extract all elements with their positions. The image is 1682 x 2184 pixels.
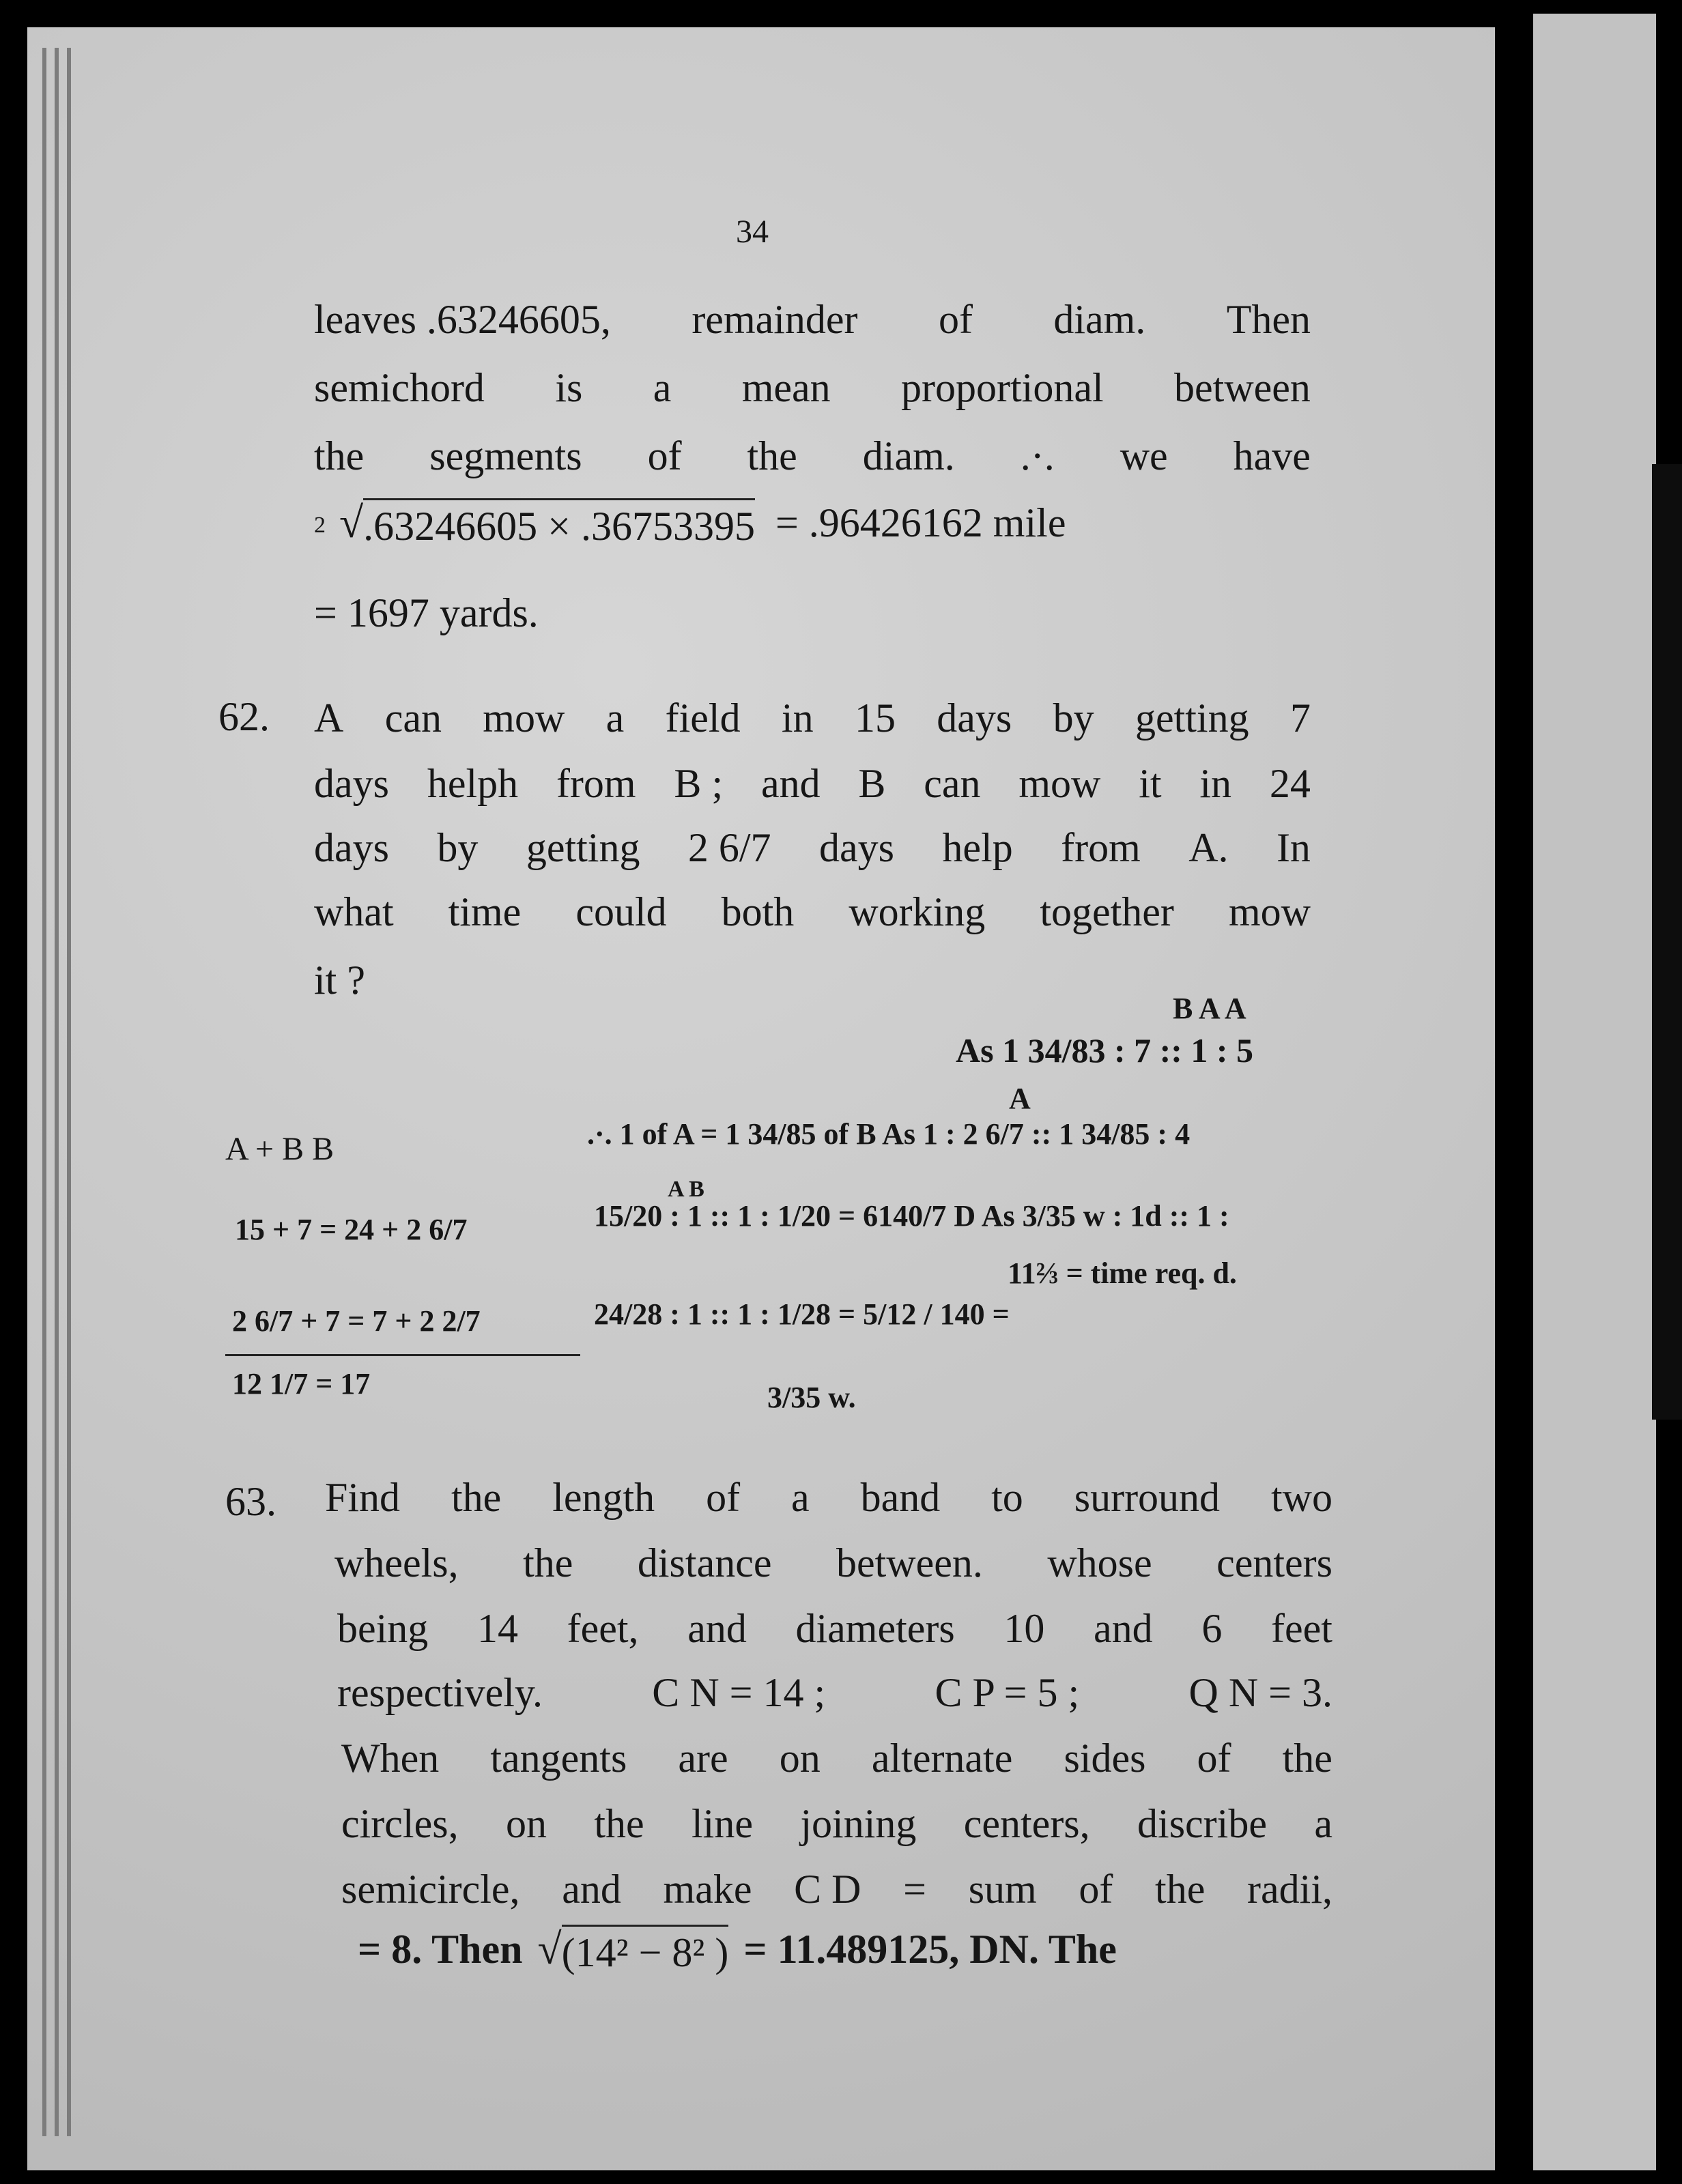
word: days — [314, 761, 389, 806]
word: a — [653, 365, 672, 410]
calc-as-proportion-1: As 1 34/83 : 7 :: 1 : 5 — [956, 1031, 1254, 1069]
word: can — [384, 695, 442, 741]
mixed-fraction: 2 6/7 — [687, 825, 771, 870]
word: days — [818, 825, 894, 870]
word: in — [1199, 761, 1232, 806]
word: of — [938, 297, 973, 342]
word: sides — [1064, 1736, 1146, 1781]
word: the — [451, 1475, 502, 1520]
word: being — [337, 1606, 429, 1651]
word: A — [314, 695, 344, 741]
word: mow — [483, 695, 565, 741]
word: the — [747, 433, 797, 478]
word: semicircle, — [341, 1867, 520, 1912]
word: 24 — [1269, 761, 1311, 806]
word: alternate — [871, 1736, 1013, 1781]
square-root-icon: √ — [339, 498, 364, 547]
calc-fraction-line-2: 24/28 : 1 :: 1 : 1/28 = 5/12 / 140 = — [594, 1297, 1010, 1331]
intro-line-2 — [314, 363, 1311, 412]
word: between. — [836, 1540, 983, 1585]
calc-header-left: A + B B — [225, 1131, 334, 1167]
word: surround — [1074, 1475, 1221, 1520]
calc-eq-1: 15 + 7 = 24 + 2 6/7 — [235, 1213, 468, 1246]
calc-fraction-line-1: 15/20 : 1 :: 1 : 1/20 = 6140/7 D As 3/35 w : 1d :: 1 : — [594, 1199, 1229, 1233]
intro-line-4 — [314, 498, 1311, 553]
word: Then — [1226, 297, 1311, 342]
word: mow — [1228, 889, 1311, 934]
calc-a-label: A — [1009, 1082, 1031, 1115]
word: joining — [800, 1801, 917, 1846]
page-edge-line — [55, 48, 59, 2136]
word: the — [1282, 1736, 1332, 1781]
page-edge-line — [67, 48, 71, 2136]
p62-line-1 — [314, 693, 1311, 743]
equation-prefix: = 8. Then — [358, 1927, 523, 1972]
calc-sum-rule — [225, 1354, 580, 1356]
word: feet — [1271, 1606, 1332, 1651]
word: semichord — [314, 365, 485, 410]
word: mean — [741, 365, 831, 410]
word: respectively. — [337, 1670, 543, 1715]
word: remainder — [692, 297, 858, 342]
book-page — [27, 27, 1495, 2170]
word: the — [523, 1540, 573, 1585]
calc-w-fraction: 3/35 w. — [767, 1381, 856, 1414]
word: getting — [1135, 695, 1249, 741]
word: of — [706, 1475, 741, 1520]
word: on — [505, 1801, 547, 1846]
word: .·. — [1020, 433, 1055, 478]
word: could — [575, 889, 667, 934]
p62-line-2 — [314, 759, 1311, 808]
word: diam. — [1053, 297, 1146, 342]
p63-line-7 — [341, 1865, 1332, 1914]
word: and — [687, 1606, 747, 1651]
p63-line-6 — [341, 1799, 1332, 1848]
word: is — [555, 365, 583, 410]
word: Find — [325, 1475, 401, 1520]
calc-eq-3: 12 1/7 = 17 — [232, 1367, 371, 1400]
word: are — [678, 1736, 728, 1781]
word: diam. — [862, 433, 955, 478]
word: and — [760, 761, 821, 806]
page-number: 34 — [736, 214, 769, 250]
word: the — [1155, 1867, 1206, 1912]
measurement: Q N = 3. — [1188, 1670, 1332, 1715]
word: together — [1040, 889, 1174, 934]
word: line — [692, 1801, 753, 1846]
p63-line-4 — [337, 1668, 1332, 1717]
word: working — [849, 889, 986, 934]
calc-header-right: B A A — [1173, 992, 1246, 1025]
word: leaves .63246605, — [314, 297, 611, 342]
word: circles, — [341, 1801, 459, 1846]
word: and — [562, 1867, 621, 1912]
word: feet, — [567, 1606, 639, 1651]
next-page-edge — [1533, 14, 1656, 2170]
intro-line-1 — [314, 295, 1311, 344]
word: of — [1079, 1867, 1113, 1912]
word: B — [858, 761, 886, 806]
word: 7 — [1289, 695, 1311, 741]
word: In — [1276, 825, 1311, 870]
word: field — [665, 695, 741, 741]
intro-line-3 — [314, 431, 1311, 480]
word: radii, — [1247, 1867, 1332, 1912]
radicand: .63246605 × .36753395 — [363, 498, 755, 553]
radical-coefficient: 2 — [314, 513, 326, 538]
word: can — [924, 761, 981, 806]
word: mow — [1018, 761, 1101, 806]
word: 6 — [1201, 1606, 1223, 1651]
word: tangents — [490, 1736, 627, 1781]
word: in — [781, 695, 814, 741]
word: from — [556, 761, 636, 806]
word: between — [1174, 365, 1311, 410]
word: a — [791, 1475, 810, 1520]
calc-time-required: 11⅔ = time req. d. — [1008, 1256, 1237, 1290]
word: make — [663, 1867, 752, 1912]
p62-line-4 — [314, 887, 1311, 936]
word: by — [437, 825, 479, 870]
word: 14 — [476, 1606, 518, 1651]
measurement: C N = 14 ; — [652, 1670, 826, 1715]
p63-line-5 — [341, 1734, 1332, 1783]
word: segments — [429, 433, 582, 478]
word: it — [1139, 761, 1162, 806]
word: from — [1061, 825, 1141, 870]
calc-ab-label: A B — [668, 1177, 704, 1202]
word: diameters — [795, 1606, 955, 1651]
word: sum — [968, 1867, 1037, 1912]
word: to — [991, 1475, 1023, 1520]
p63-line-2 — [334, 1538, 1332, 1587]
equation-result: = .96426162 mile — [775, 500, 1066, 545]
word: two — [1270, 1475, 1332, 1520]
p63-line-1 — [325, 1473, 1332, 1522]
word: the — [314, 433, 365, 478]
dark-margin-tab — [1652, 464, 1682, 1420]
word: on — [779, 1736, 821, 1781]
p62-line-5 — [314, 956, 1311, 1005]
word: of — [647, 433, 682, 478]
equation-result: = 11.489125, DN. The — [743, 1927, 1117, 1972]
word: centers, — [963, 1801, 1090, 1846]
word: 15 — [854, 695, 896, 741]
p63-line-8 — [358, 1925, 1332, 1977]
word: = 1697 yards. — [314, 590, 539, 635]
word: time — [448, 889, 522, 934]
word: both — [721, 889, 795, 934]
calc-eq-2: 2 6/7 + 7 = 7 + 2 2/7 — [232, 1304, 481, 1338]
word: getting — [526, 825, 640, 870]
word: days — [314, 825, 389, 870]
word: days — [937, 695, 1012, 741]
problem-63-number: 63. — [225, 1479, 276, 1524]
word: band — [860, 1475, 941, 1520]
calc-of-a-line: .·. 1 of A = 1 34/85 of B As 1 : 2 6/7 :: 1 34/85 : 4 — [587, 1117, 1191, 1151]
word: = — [903, 1867, 927, 1912]
word: a — [1314, 1801, 1332, 1846]
word: 10 — [1003, 1606, 1045, 1651]
word: and — [1094, 1606, 1153, 1651]
word: the — [594, 1801, 644, 1846]
word: helph — [427, 761, 519, 806]
word: we — [1120, 433, 1168, 478]
square-root-icon: √ — [537, 1925, 562, 1973]
word: by — [1053, 695, 1094, 741]
word: it ? — [314, 958, 365, 1003]
word: B ; — [674, 761, 724, 806]
word: discribe — [1137, 1801, 1267, 1846]
word: A. — [1188, 825, 1229, 870]
word: proportional — [901, 365, 1104, 410]
word: centers — [1216, 1540, 1332, 1585]
word: When — [341, 1736, 440, 1781]
word: of — [1197, 1736, 1231, 1781]
word: a — [605, 695, 625, 741]
word: have — [1233, 433, 1311, 478]
p63-line-3 — [337, 1604, 1332, 1653]
p62-line-3 — [314, 823, 1311, 872]
page-edge-line — [42, 48, 46, 2136]
word: whose — [1047, 1540, 1152, 1585]
word: length — [552, 1475, 655, 1520]
word: what — [314, 889, 394, 934]
radicand: (14² − 8² ) — [562, 1925, 729, 1977]
word: wheels, — [334, 1540, 459, 1585]
measurement: C P = 5 ; — [935, 1670, 1080, 1715]
word: distance — [637, 1540, 772, 1585]
word: C D — [794, 1867, 861, 1912]
word: help — [942, 825, 1013, 870]
problem-62-number: 62. — [218, 694, 270, 739]
intro-line-5 — [314, 588, 1311, 637]
